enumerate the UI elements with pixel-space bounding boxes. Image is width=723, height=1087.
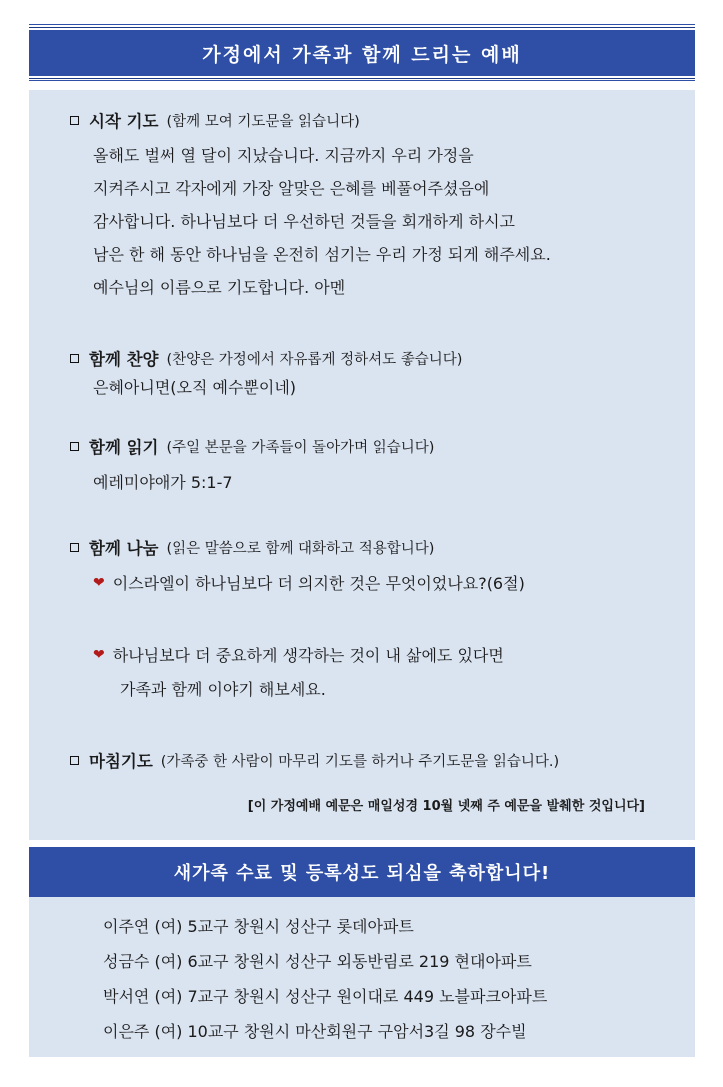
new-members-title-text: 새가족 수료 및 등록성도 되심을 축하합니다! [173, 863, 551, 884]
page-title-text: 가정에서 가족과 함께 드리는 예배 [202, 43, 522, 66]
question-continuation: 가족과 함께 이야기 해보세요. [120, 680, 326, 699]
section-note: (가족중 한 사람이 마무리 기도를 하거나 주기도문을 읽습니다.) [160, 753, 560, 770]
section-title: 함께 읽기 [89, 438, 159, 457]
heart-icon: ❤ [93, 574, 105, 591]
prayer-line: 남은 한 해 동안 하나님을 온전히 섬기는 우리 가정 되게 해주세요. [93, 245, 551, 264]
section-title: 함께 찬양 [89, 350, 159, 369]
hymn-title: 은혜아니면(오직 예수뿐이네) [93, 378, 297, 397]
prayer-line: 예수님의 이름으로 기도합니다. 아멘 [93, 278, 346, 297]
section-praise [70, 346, 462, 370]
checkbox-icon [70, 116, 79, 125]
member-row: 성금수 (여) 6교구 창원시 성산구 외동반림로 219 현대아파트 [103, 952, 532, 971]
question-text: 이스라엘이 하나님보다 더 의지한 것은 무엇이었나요?(6절) [112, 574, 525, 593]
section-title: 시작 기도 [89, 112, 159, 131]
section-reading [70, 434, 434, 458]
heart-icon: ❤ [93, 646, 105, 663]
question-item [93, 571, 525, 594]
member-row: 박서연 (여) 7교구 창원시 성산구 원이대로 449 노블파크아파트 [103, 987, 548, 1006]
header-bottom-rule [29, 80, 695, 81]
scripture-reference: 예레미야애가 5:1-7 [93, 473, 233, 492]
section-sharing [70, 535, 434, 559]
section-note: (함께 모여 기도문을 읽습니다) [166, 113, 360, 130]
checkbox-icon [70, 543, 79, 552]
new-members-title [29, 847, 695, 897]
worship-panel [29, 90, 695, 840]
source-note: [이 가정예배 예문은 매일성경 10월 넷째 주 예문을 발췌한 것입니다] [247, 799, 645, 814]
member-row: 이주연 (여) 5교구 창원시 성산구 롯데아파트 [103, 917, 414, 936]
checkbox-icon [70, 354, 79, 363]
prayer-line: 감사합니다. 하나님보다 더 우선하던 것들을 회개하게 하시고 [93, 212, 516, 231]
prayer-line: 올해도 벌써 열 달이 지났습니다. 지금까지 우리 가정을 [93, 146, 474, 165]
section-note: (찬양은 가정에서 자유롭게 정하셔도 좋습니다) [166, 351, 463, 368]
section-title: 함께 나눔 [89, 539, 159, 558]
section-closing-prayer [70, 748, 559, 772]
question-text: 하나님보다 더 중요하게 생각하는 것이 내 삶에도 있다면 [112, 646, 504, 665]
question-item [93, 643, 504, 666]
prayer-line: 지켜주시고 각자에게 가장 알맞은 은혜를 베풀어주셨음에 [93, 179, 490, 198]
member-row: 이은주 (여) 10교구 창원시 마산회원구 구암서3길 98 장수빌 [103, 1022, 527, 1041]
section-title: 마침기도 [89, 752, 153, 771]
checkbox-icon [70, 756, 79, 765]
page-title [29, 27, 695, 79]
section-note: (읽은 말씀으로 함께 대화하고 적용합니다) [166, 540, 435, 557]
checkbox-icon [70, 442, 79, 451]
section-opening-prayer [70, 108, 360, 132]
header-top-rule [29, 24, 695, 25]
section-note: (주일 본문을 가족들이 돌아가며 읽습니다) [166, 439, 435, 456]
